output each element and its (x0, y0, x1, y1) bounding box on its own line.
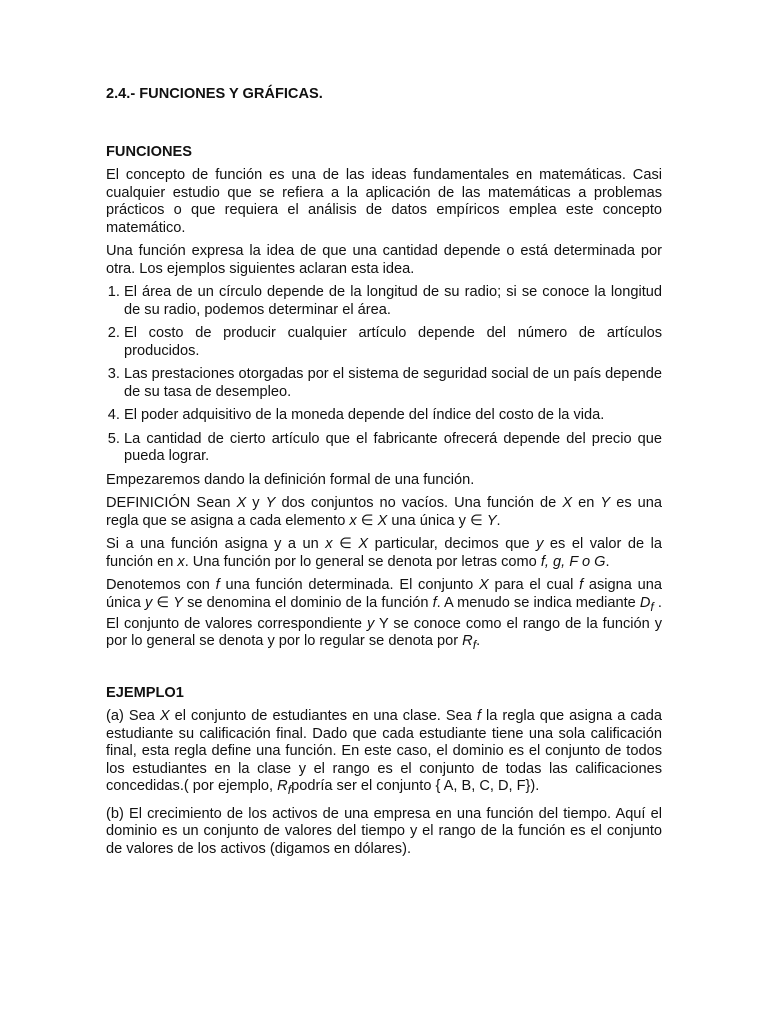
list-item: 2. El costo de producir cualquier artículo depende del número de artículos producidos. (124, 325, 662, 360)
section-title: 2.4.- FUNCIONES Y GRÁFICAS. (106, 86, 323, 102)
paragraph-example-b: (b) El crecimiento de los activos de una empresa en una función del tiempo. Aquí el dominio es un conjunto de valores del tiempo y el rango de la función es el conjunto de valores de los activos (digamos en dólares). (106, 805, 662, 857)
paragraph-idea: Una función expresa la idea de que una cantidad depende o está determinada por otra. Los ejemplos siguientes aclaran esta idea. (106, 243, 662, 277)
document-content (106, 86, 662, 864)
list-item: 4. El poder adquisitivo de la moneda depende del índice del costo de la vida. (124, 407, 662, 425)
paragraph-domain-range: Denotemos con f una función determinada. El conjunto X para el cual f asigna una única y ∈ Y se denomina el dominio de la función f. A menudo se indica mediante $D_f$ . El conjunto de valores correspondiente y Y se conoce como el rango de la función y por lo general se denota y por lo regular se denota por $R_f$. (106, 577, 662, 653)
paragraph-definition: DEFINICIÓN Sean X y Y dos conjuntos no vacíos. Una función de X en Y es una regla que se asigna a cada elemento x ∈ X una única y ∈ Y. (106, 495, 663, 529)
list-item: 3. Las prestaciones otorgadas por el sistema de seguridad social de un país depende de su tasa de desempleo. (124, 366, 662, 401)
paragraph-value: Si a una función asigna y a un x ∈ X particular, decimos que y es el valor de la función en x. Una función por lo general se denota por letras como f, g, F o G. (106, 536, 662, 570)
examples-list (106, 284, 662, 466)
paragraph-intro: El concepto de función es una de las ideas fundamentales en matemáticas. Casi cualquier estudio que se refiera a la aplicación de las matemáticas a problemas prácticos o que requiera el análisis de datos empíricos emplea este concepto matemático. (106, 167, 662, 236)
paragraph-example-a: (a) Sea X el conjunto de estudiantes en una clase. Sea f la regla que asigna a cada estudiante su calificación final. Dado que cada estudiante tiene una sola calificación final, esta regla define una función. En este caso, el dominio es el conjunto de todos los estudiantes en la clase y el rango es el conjunto de todas las calificaciones concedidas.( por ejemplo, $R_fpodría$ ser el conjunto { A, B, C, D, F}). (106, 708, 662, 798)
paragraph-formal: Empezaremos dando la definición formal de una función. (106, 471, 475, 488)
list-item: 1. El área de un círculo depende de la longitud de su radio; si se conoce la longitud de su radio, podemos determinar el área. (124, 284, 662, 319)
heading-ejemplo: EJEMPLO1 (106, 684, 184, 701)
list-item: 5. La cantidad de cierto artículo que el fabricante ofrecerá depende del precio que pueda lograr. (124, 431, 662, 466)
heading-funciones: FUNCIONES (106, 143, 192, 160)
spacer (106, 661, 662, 685)
